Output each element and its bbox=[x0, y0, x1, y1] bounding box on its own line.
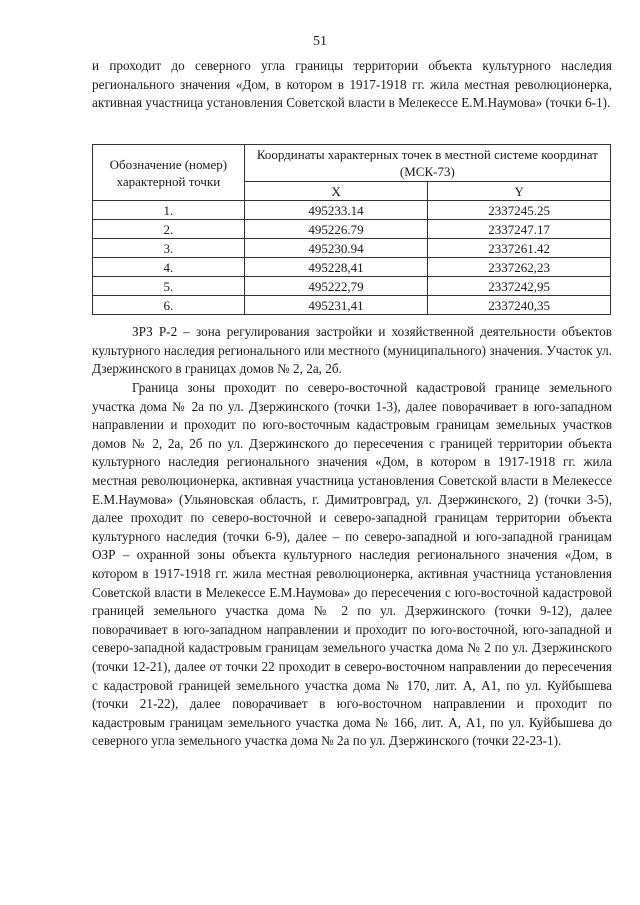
intro-paragraph: и проходит до северного угла границы территории объекта культурного наследия регионального значения «Дом, в котором в 1917-1918 гг. жила местная революционерка, активная участница установления Советской власти в Мелекессе Е.М.Наумова» (точки 6-1). bbox=[92, 58, 612, 111]
table-row bbox=[93, 296, 611, 315]
x-value: 495233.14 bbox=[244, 201, 428, 220]
y-value: 2337242,95 bbox=[428, 277, 611, 296]
y-value: 2337245.25 bbox=[428, 201, 611, 220]
point-number: 1. bbox=[93, 201, 245, 220]
x-value: 495226.79 bbox=[244, 220, 428, 239]
y-value: 2337247.17 bbox=[428, 220, 611, 239]
coordinates-table bbox=[92, 144, 611, 315]
point-number-header: Обозначение (номер) характерной точки bbox=[93, 145, 245, 201]
table-row bbox=[93, 201, 611, 220]
y-value: 2337262,23 bbox=[428, 258, 611, 277]
y-value: 2337240,35 bbox=[428, 296, 611, 315]
table-row bbox=[93, 220, 611, 239]
table-row bbox=[93, 258, 611, 277]
x-header: X bbox=[244, 182, 428, 201]
point-number: 6. bbox=[93, 296, 245, 315]
boundary-paragraph: Граница зоны проходит по северо-восточной кадастровой границе земельного участка дома № 2а по ул. Дзержинского (точки 1-3), далее поворачивает в юго-западном направлении и проходит по юго-восточным кадастровым границам земельных участков домов № 2, 2а, 2б по ул. Дзержинского до пересечения с границей территории объекта культурного наследия регионального значения «Дом, в котором в 1917-1918 гг. жила местная революционерка, активная участница установления Советской власти в Мелекессе Е.М.Наумова» (Ульяновская область, г. Димитровград, ул. Дзержинского, 2) (точки 3-5), далее проходит по северо-восточной и северо-западной границам территории объекта культурного наследия (точки 6-9), далее – по северо-западной и юго-западной границам ОЗР – охранной зоны объекта культурного наследия регионального значения «Дом, в котором в 1917-1918 гг. жила местная революционерка, активная участница установления Советской власти в Мелекессе Е.М.Наумова» до пересечения с юго-восточной кадастровой границей земельного участка дома № 2 по ул. Дзержинского (точки 9-12), далее поворачивает в юго-западном направлении и проходит по юго-восточной, юго-западной и северо-западной кадастровым границам земельного участка дома № 2 по ул. Дзержинского (точки 12-21), далее от точки 22 проходит в северо-восточном направлении до пересечения с кадастровой границей земельного участка дома № 170, лит. А, А1, по ул. Куйбышева (точки 21-22), далее поворачивает в юго-восточном направлении и проходит по кадастровым границам земельного участка дома № 166, лит. А, А1, по ул. Куйбышева до северного угла земельного участка дома № 2а по ул. Дзержинского (точки 22-23-1). bbox=[92, 380, 612, 749]
x-value: 495222,79 bbox=[244, 277, 428, 296]
point-number: 5. bbox=[93, 277, 245, 296]
y-value: 2337261.42 bbox=[428, 239, 611, 258]
zone-paragraph: ЗРЗ Р-2 – зона регулирования застройки и хозяйственной деятельности объектов культурного наследия регионального или местного (муниципального) значения. Участок ул. Дзержинского в границах домов № 2, 2а, 2б. bbox=[92, 324, 612, 377]
point-number: 3. bbox=[93, 239, 245, 258]
point-number: 2. bbox=[93, 220, 245, 239]
table-row bbox=[93, 277, 611, 296]
coordinates-header: Координаты характерных точек в местной системе координат (МСК-73) bbox=[244, 145, 610, 182]
point-number: 4. bbox=[93, 258, 245, 277]
y-header: Y bbox=[428, 182, 611, 201]
x-value: 495228,41 bbox=[244, 258, 428, 277]
x-value: 495231,41 bbox=[244, 296, 428, 315]
page-number: 51 bbox=[313, 34, 327, 49]
x-value: 495230.94 bbox=[244, 239, 428, 258]
table-row bbox=[93, 239, 611, 258]
